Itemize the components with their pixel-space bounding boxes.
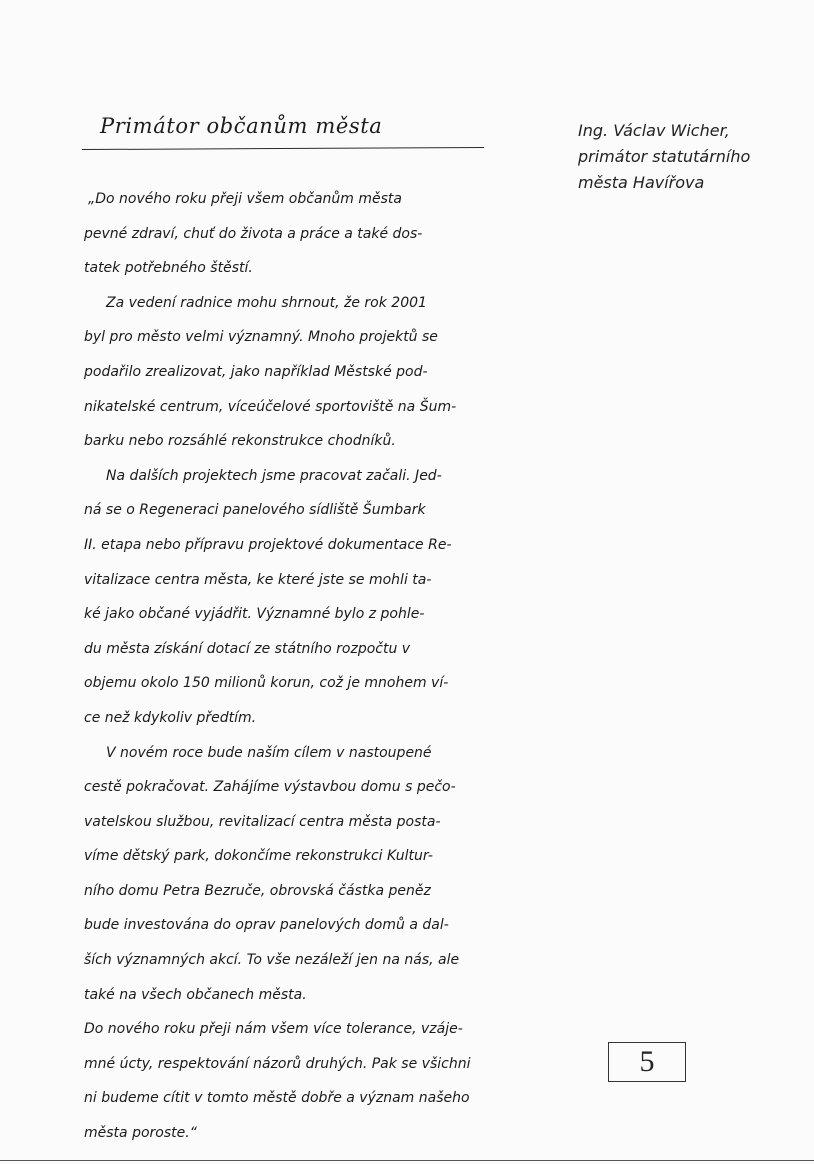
page-title: Primátor občanům města: [100, 114, 383, 138]
body-line: tatek potřebného štěstí.: [84, 260, 253, 277]
body-line: nikatelské centrum, víceúčelové sportoviště na Šum-: [84, 398, 457, 415]
bottom-edge-line: [0, 1160, 814, 1161]
body-line: objemu okolo 150 milionů korun, což je mnohem ví-: [84, 675, 449, 692]
author-signature-block: [578, 118, 808, 196]
body-line: ších významných akcí. To vše nezáleží jen na nás, ale: [84, 952, 460, 969]
letter-body: [84, 182, 574, 1151]
body-line: Na dalších projektech jsme pracovat začali. Jed-: [106, 467, 442, 484]
title-underline: [82, 147, 484, 150]
author-name: Ing. Václav Wicher,: [578, 121, 730, 140]
body-line: také na všech občanech města.: [84, 986, 307, 1003]
body-line: ního domu Petra Bezruče, obrovská částka peněz: [84, 882, 431, 899]
body-line: města poroste.“: [84, 1125, 197, 1142]
body-line: víme dětský park, dokončíme rekonstrukci Kultur-: [84, 848, 433, 865]
page-number-box: [608, 1042, 686, 1082]
body-line: du města získání dotací ze státního rozpočtu v: [84, 640, 411, 657]
page-number: 5: [639, 1045, 655, 1078]
body-line: Za vedení radnice mohu shrnout, že rok 2001: [106, 294, 427, 311]
body-line: ce než kdykoliv předtím.: [84, 709, 257, 726]
body-line: mné úcty, respektování názorů druhých. Pak se všichni: [84, 1055, 471, 1072]
body-line: ni budeme cítit v tomto městě dobře a význam našeho: [84, 1090, 470, 1107]
body-line: V novém roce bude naším cílem v nastoupené: [106, 744, 432, 761]
body-line: II. etapa nebo přípravu projektové dokumentace Re-: [84, 536, 452, 553]
body-line: vatelskou službou, revitalizací centra města posta-: [84, 813, 441, 830]
body-line: ké jako občané vyjádřit. Významné bylo z pohle-: [84, 606, 425, 623]
body-line: vitalizace centra města, ke které jste se mohli ta-: [84, 571, 432, 588]
body-line: byl pro město velmi významný. Mnoho projektů se: [84, 329, 438, 346]
body-line: Do nového roku přeji nám všem více tolerance, vzáje-: [84, 1021, 463, 1038]
body-line: „Do nového roku přeji všem občanům města: [88, 191, 402, 207]
body-line: ná se o Regeneraci panelového sídliště Šumbark: [84, 502, 426, 519]
body-line: bude investována do oprav panelových domů a dal-: [84, 917, 449, 934]
body-line: pevné zdraví, chuť do života a práce a také dos-: [84, 225, 423, 242]
body-line: podařilo zrealizovat, jako například Městské pod-: [84, 363, 428, 380]
author-role: primátor statutárního: [578, 147, 751, 166]
body-line: cestě pokračovat. Zahájíme výstavbou domu s pečo-: [84, 779, 456, 796]
author-city: města Havířova: [578, 173, 705, 192]
body-line: barku nebo rozsáhlé rekonstrukce chodníků.: [84, 433, 396, 450]
